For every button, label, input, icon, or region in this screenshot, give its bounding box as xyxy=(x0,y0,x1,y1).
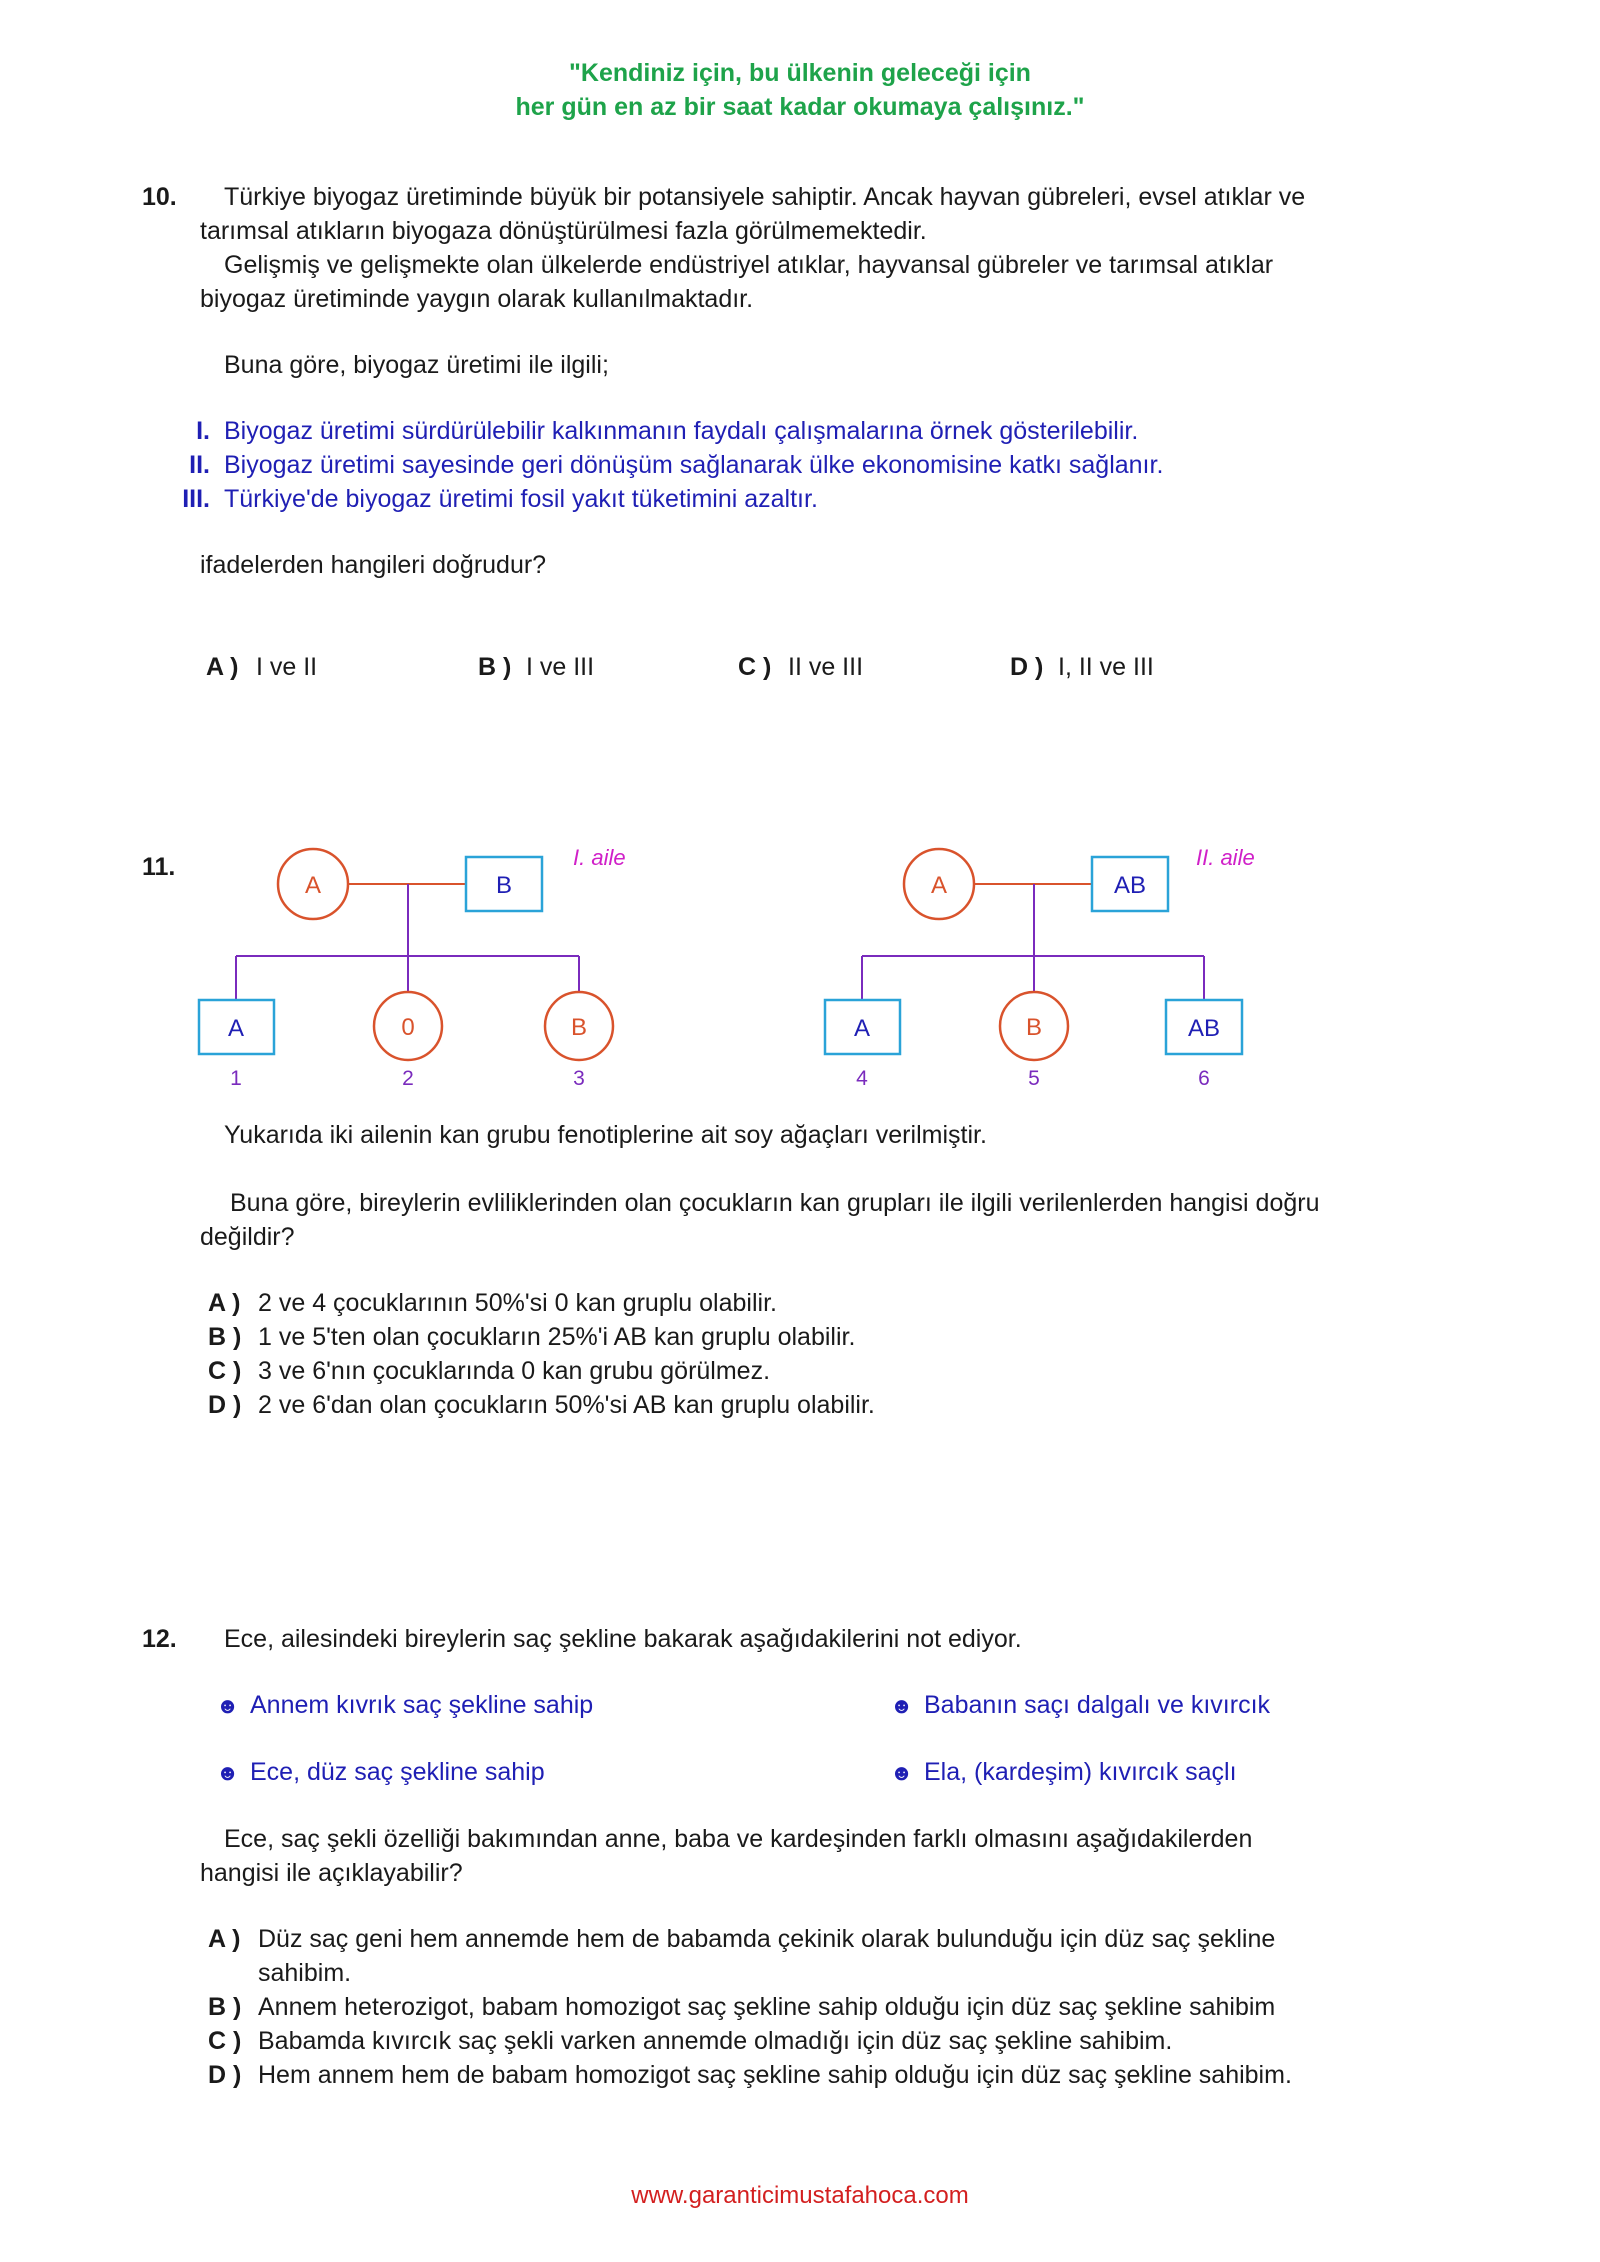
quote-line-2: her gün en az bir saat kadar okumaya çalışınız." xyxy=(515,93,1085,121)
option-text: I ve II xyxy=(256,653,318,681)
pedigree-family-1 xyxy=(199,845,626,1090)
note-item xyxy=(216,1755,545,1790)
note-text: Ece, düz saç şekline sahip xyxy=(250,1758,545,1786)
child-number: 3 xyxy=(573,1067,585,1090)
child-label: B xyxy=(570,1014,588,1041)
option-a[interactable] xyxy=(208,1286,777,1320)
statement-roman: III. xyxy=(182,485,210,513)
smiley-bullet-icon: ☻ xyxy=(890,1693,914,1718)
child-label: A xyxy=(227,1015,245,1042)
question-lead: hangisi ile açıklayabilir? xyxy=(200,1859,463,1887)
pedigree-diagram xyxy=(0,820,1600,1100)
statement-text: Türkiye'de biyogaz üretimi fosil yakıt tüketimini azaltır. xyxy=(224,485,818,513)
option-b[interactable] xyxy=(208,1320,855,1354)
option-text: 3 ve 6'nın çocuklarında 0 kan grubu görülmez. xyxy=(258,1357,771,1385)
option-c[interactable] xyxy=(208,1354,770,1388)
option-b[interactable] xyxy=(208,1990,1275,2024)
paragraph-line: Türkiye biyogaz üretiminde büyük bir potansiyele sahiptir. Ancak hayvan gübreleri, evsel atıklar ve xyxy=(224,183,1306,211)
footer-url[interactable]: www.garanticimustafahoca.com xyxy=(631,2182,969,2209)
statement-roman: II. xyxy=(189,451,210,479)
option-a-continuation: sahibim. xyxy=(258,1959,352,1987)
note-item xyxy=(216,1688,593,1723)
child-label: A xyxy=(853,1015,871,1042)
option-c[interactable] xyxy=(208,2024,1172,2058)
option-letter: B ) xyxy=(208,1993,242,2021)
father-label: B xyxy=(495,872,513,899)
option-a[interactable] xyxy=(206,650,317,684)
option-b[interactable] xyxy=(478,650,594,684)
option-letter: C ) xyxy=(208,1357,242,1385)
smiley-bullet-icon: ☻ xyxy=(216,1760,240,1785)
child-number: 4 xyxy=(856,1067,868,1090)
note-text: Babanın saçı dalgalı ve kıvırcık xyxy=(924,1691,1271,1719)
question-ask: ifadelerden hangileri doğrudur? xyxy=(200,551,547,579)
pedigree-family-2 xyxy=(825,845,1255,1090)
option-letter: B ) xyxy=(208,1323,242,1351)
question-number: 10. xyxy=(142,183,177,211)
note-text: Ela, (kardeşim) kıvırcık saçlı xyxy=(924,1758,1237,1786)
option-letter: A ) xyxy=(206,653,239,681)
child-number: 1 xyxy=(230,1067,242,1090)
option-d[interactable] xyxy=(208,2058,1292,2092)
question-lead: Buna göre, bireylerin evliliklerinden olan çocukların kan grupları ile ilgili verilenlerden hangisi doğru xyxy=(230,1189,1320,1217)
statement-text: Biyogaz üretimi sürdürülebilir kalkınmanın faydalı çalışmalarına örnek gösterilebilir. xyxy=(224,417,1139,445)
option-d[interactable] xyxy=(1010,650,1154,684)
note-text: Annem kıvrık saç şekline sahip xyxy=(250,1691,594,1719)
mother-label: A xyxy=(930,872,948,899)
child-label: 0 xyxy=(401,1014,415,1041)
option-text: II ve III xyxy=(788,653,864,681)
question-number: 12. xyxy=(142,1625,177,1653)
statement-roman: I. xyxy=(196,417,210,445)
option-c[interactable] xyxy=(738,650,863,684)
option-letter: C ) xyxy=(208,2027,242,2055)
child-number: 2 xyxy=(402,1067,414,1090)
paragraph-line: biyogaz üretiminde yaygın olarak kullanılmaktadır. xyxy=(200,285,754,313)
option-letter: A ) xyxy=(208,1289,241,1317)
option-letter: D ) xyxy=(208,1391,242,1419)
option-text: 1 ve 5'ten olan çocukların 25%'i AB kan gruplu olabilir. xyxy=(258,1323,856,1351)
note-item xyxy=(890,1755,1237,1790)
paragraph-line: tarımsal atıkların biyogaza dönüştürülmesi fazla görülmemektedir. xyxy=(200,217,927,245)
option-d[interactable] xyxy=(208,1388,875,1422)
father-label: AB xyxy=(1113,872,1147,899)
quote-line-1: "Kendiniz için, bu ülkenin geleceği için xyxy=(569,59,1031,87)
option-letter: D ) xyxy=(1010,653,1044,681)
option-letter: C ) xyxy=(738,653,772,681)
question-lead: değildir? xyxy=(200,1223,295,1251)
child-label: B xyxy=(1025,1014,1043,1041)
family-label: II. aile xyxy=(1196,845,1255,870)
question-lead: Buna göre, biyogaz üretimi ile ilgili; xyxy=(224,351,609,379)
statement-item xyxy=(164,414,1138,448)
option-text: Hem annem hem de babam homozigot saç şekline sahip olduğu için düz saç şekline sahibim. xyxy=(258,2061,1292,2089)
family-label: I. aile xyxy=(573,845,626,870)
child-label: AB xyxy=(1187,1015,1221,1042)
smiley-bullet-icon: ☻ xyxy=(890,1760,914,1785)
option-text: I ve III xyxy=(526,653,595,681)
option-text: Düz saç geni hem annemde hem de babamda çekinik olarak bulunduğu için düz saç şekline xyxy=(258,1925,1276,1953)
option-text: I, II ve III xyxy=(1058,653,1154,681)
option-a[interactable] xyxy=(208,1922,1275,1956)
paragraph-line: Gelişmiş ve gelişmekte olan ülkelerde endüstriyel atıklar, hayvansal gübreler ve tarımsal atıklar xyxy=(224,251,1274,279)
option-letter: B ) xyxy=(478,653,512,681)
option-text: Babamda kıvırcık saç şekli varken annemde olmadığı için düz saç şekline sahibim. xyxy=(258,2027,1173,2055)
statement-item xyxy=(164,448,1163,482)
option-text: 2 ve 6'dan olan çocukların 50%'si AB kan gruplu olabilir. xyxy=(258,1391,875,1419)
child-number: 5 xyxy=(1028,1067,1040,1090)
question-number: 11. xyxy=(142,853,176,881)
statement-item xyxy=(164,482,818,516)
diagram-caption: Yukarıda iki ailenin kan grubu fenotiplerine ait soy ağaçları verilmiştir. xyxy=(224,1121,987,1149)
option-letter: A ) xyxy=(208,1925,241,1953)
note-item xyxy=(890,1688,1270,1723)
mother-label: A xyxy=(304,872,322,899)
smiley-bullet-icon: ☻ xyxy=(216,1693,240,1718)
option-letter: D ) xyxy=(208,2061,242,2089)
child-number: 6 xyxy=(1198,1067,1210,1090)
option-text: 2 ve 4 çocuklarının 50%'si 0 kan gruplu olabilir. xyxy=(258,1289,777,1317)
question-intro: Ece, ailesindeki bireylerin saç şekline bakarak aşağıdakilerini not ediyor. xyxy=(224,1625,1022,1653)
statement-text: Biyogaz üretimi sayesinde geri dönüşüm sağlanarak ülke ekonomisine katkı sağlanır. xyxy=(224,451,1164,479)
option-text: Annem heterozigot, babam homozigot saç şekline sahip olduğu için düz saç şekline sahibim xyxy=(258,1993,1276,2021)
question-lead: Ece, saç şekli özelliği bakımından anne, baba ve kardeşinden farklı olmasını aşağıdakilerden xyxy=(224,1825,1253,1853)
